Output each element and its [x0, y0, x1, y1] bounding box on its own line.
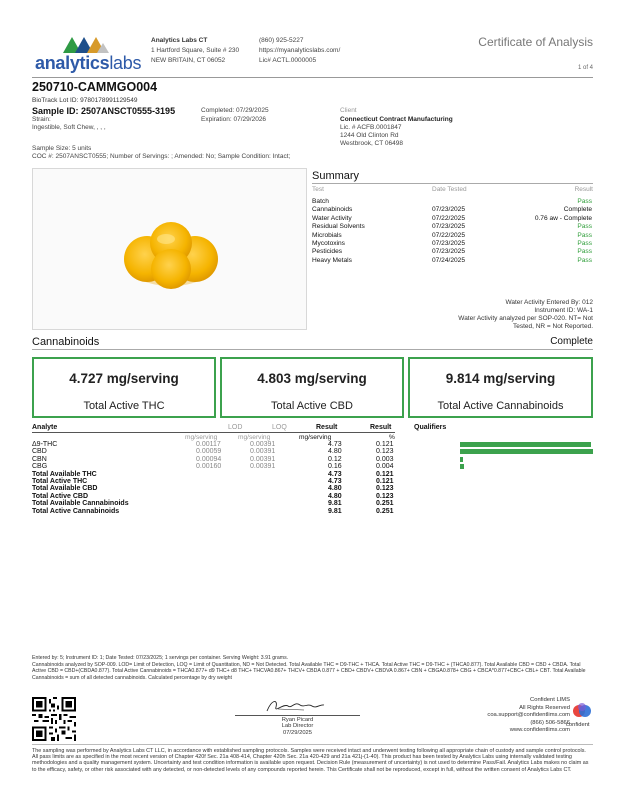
- doc-title: Certificate of Analysis: [478, 35, 593, 49]
- summary-row: [312, 223, 592, 231]
- pct-cell: 0.123: [376, 448, 394, 456]
- analyte-cell: Total Available THC: [32, 470, 97, 478]
- card-label: Total Active CBD: [271, 400, 353, 412]
- table-row: [32, 456, 597, 463]
- col-result: Result: [316, 424, 338, 431]
- client-name: Connecticut Contract Manufacturing: [340, 116, 453, 123]
- signature-line: [235, 715, 360, 716]
- summary-divider: [312, 183, 593, 184]
- result-cell: 4.80: [328, 492, 342, 500]
- summary-col-test: Test: [312, 186, 324, 193]
- lims-phone: (866) 506-5866: [530, 719, 570, 726]
- table-header: [32, 424, 597, 431]
- client-address1: 1244 Old Clinton Rd: [340, 132, 399, 139]
- analyte-cell: CBG: [32, 463, 48, 471]
- col-loq: LOQ: [272, 424, 287, 431]
- lab-license: Lic# ACTL.0000005: [259, 57, 317, 64]
- qualifier-bar: [460, 457, 463, 462]
- summary-result: Pass: [577, 240, 592, 247]
- client-address2: Westbrook, CT 06498: [340, 140, 403, 147]
- summary-col-date: Date Tested: [432, 186, 467, 193]
- brand-name-part1: analytics: [35, 53, 110, 73]
- cannabinoids-title: Cannabinoids: [32, 336, 100, 348]
- lims-email[interactable]: coa.support@confidentlims.com: [487, 712, 570, 719]
- summary-date: 07/23/2025: [432, 206, 466, 214]
- lims-website[interactable]: www.confidentlims.com: [509, 727, 570, 734]
- result-cell: 0.16: [328, 463, 342, 471]
- pct-cell: 0.121: [376, 478, 394, 485]
- summary-date: 07/24/2025: [432, 256, 466, 264]
- summary-title: Summary: [312, 170, 360, 182]
- analyte-cell: Total Available Cannabinoids: [32, 500, 129, 508]
- footer-divider: [32, 744, 593, 745]
- result-cell: 4.80: [328, 485, 342, 493]
- lims-info: [480, 697, 570, 735]
- analyte-cell: CBN: [32, 455, 47, 463]
- footer-notes-1: Entered by: 5; Instrument ID: 1; Date Tested: 07/23/2025; 1 servings per container. Serving Weight: 3.91 grams.: [32, 655, 289, 661]
- lod-cell: 0.00059: [196, 448, 222, 456]
- summary-test: Residual Solvents: [312, 223, 365, 231]
- sample-header-id: 250710-CAMMGO004: [32, 80, 158, 94]
- result-cell: 4.73: [328, 470, 342, 478]
- coc-info: COC #: 2507ANSCT0555; Number of Servings: ; Amended: No; Sample Condition: Intact;: [32, 153, 291, 160]
- gummy-image-icon: [33, 169, 308, 331]
- cannabinoids-divider: [32, 349, 593, 350]
- client-label: Client: [340, 107, 357, 114]
- pct-cell: 0.121: [376, 470, 394, 478]
- brand-name: [35, 53, 141, 74]
- pct-cell: 0.123: [376, 492, 394, 500]
- disclaimer: The sampling was performed by Analytics Labs CT LLC, in accordance with established sampling protocols. Samples were received intact and underwent testing following all appropriate chain of custody and sample control protocols. All pass limits are as specified in the most recent version of Chapter 420f Sec. 21a 408-414, Chapter 420h Sec. 21a 420-429 and 21a 421j-(1-40). This product has been tested by Analytics Labs using internally validated testing methodologies and a quality management system. Uncertainty and test condition information is available upon request. Decision Rule (measurement of uncertainty) is not used to determine Pass/Fail. Analytics Labs makes no claim as to the efficacy, safety, or other risk associated with any detected, or non-detected levels of any compounds reported herein. This Certificate shall not be reproduced, except in full, without the written consent of Analytics Labs CT.: [32, 748, 589, 773]
- signature-icon: [264, 697, 326, 715]
- analyte-cell: CBD: [32, 448, 47, 456]
- analyte-cell: Total Available CBD: [32, 485, 98, 493]
- pct-cell: 0.004: [376, 463, 394, 471]
- completed-date: Completed: 07/29/2025: [201, 107, 269, 114]
- card-value: 9.814 mg/serving: [445, 371, 556, 386]
- biotrack-id: BioTrack Lot ID: 9780178991129549: [32, 97, 138, 104]
- loq-cell: 0.00391: [250, 441, 276, 448]
- summary-result: Pass: [577, 223, 592, 231]
- summary-row: [312, 198, 592, 206]
- lab-name: Analytics Labs CT: [151, 37, 208, 44]
- total-active-cbd-card: [220, 357, 404, 418]
- lod-cell: 0.00094: [196, 455, 222, 463]
- confident-brand: confident: [566, 722, 590, 728]
- lab-address: 1 Hartford Square, Suite # 230: [151, 47, 240, 54]
- table-row: [32, 448, 597, 455]
- total-active-cannabinoids-card: [408, 357, 593, 418]
- result-cell: 4.73: [328, 441, 342, 448]
- product-image: [32, 168, 307, 330]
- lod-cell: 0.00160: [196, 463, 222, 471]
- lod-cell: 0.00117: [196, 441, 221, 448]
- col-analyte: Analyte: [32, 424, 58, 431]
- unit-loq: mg/serving: [238, 434, 271, 441]
- qualifier-bar: [460, 449, 593, 454]
- summary-result: Pass: [577, 198, 592, 205]
- qualifier-bar: [460, 464, 464, 469]
- summary-test: Heavy Metals: [312, 256, 352, 264]
- cannabinoids-status: Complete: [550, 336, 593, 347]
- table-header-divider: [32, 432, 395, 433]
- confident-logo-icon: [571, 702, 593, 722]
- result-cell: 4.73: [328, 478, 342, 485]
- strain: Strain:: [32, 116, 51, 123]
- table-row: [32, 441, 597, 448]
- pct-cell: 0.251: [376, 507, 394, 515]
- water-note-4: Tested, NR = Not Reported.: [512, 323, 593, 330]
- result-cell: 0.12: [328, 455, 342, 463]
- card-value: 4.727 mg/serving: [69, 371, 179, 386]
- summary-header: [312, 186, 593, 196]
- unit-lod: mg/serving: [185, 434, 218, 441]
- summary-result: Pass: [577, 256, 592, 264]
- lab-url[interactable]: https://myanalyticslabs.com/: [259, 47, 341, 54]
- table-row: [32, 463, 597, 470]
- summary-test: Cannabinoids: [312, 206, 353, 214]
- summary-test: Mycotoxins: [312, 240, 345, 247]
- lims-rights: All Rights Reserved: [519, 704, 570, 711]
- summary-row: [312, 257, 592, 265]
- analyte-cell: Total Active Cannabinoids: [32, 507, 120, 515]
- lims-name: Confident LIMS: [530, 697, 570, 703]
- sample-id: Sample ID: 2507ANSCT0555-3195: [32, 106, 176, 116]
- analyte-cell: Total Active THC: [32, 478, 88, 485]
- footer-notes-2: Cannabinoids analyzed by SOP-009. LOD= Limit of Detection, LOQ = Limit of Quantitation, ND = Not Detected. Total Available THC = D9-THC + THCA. Total Active THC = D9-THC + (THCA0.877). Total Available CBD = CBD + CBDA. Total Active CBD = CBD+(CBDA0.877). Total Active Cannabinoids = THCA0.877+ d9 THC+ d8 THC+ THCVA0.867+ THCV+ CBDA 0.877 + CBD+ CBDV+ CBDVA 0.867+ CBN + CBGA0.878+ CBG + CBCA*0.877+CBC+ CBL+ CBT. Total Available Cannabinoids = sum of all detected cannabinoids. Calculated percentage by dry weight: [32, 662, 586, 681]
- summary-date: 07/22/2025: [432, 231, 466, 239]
- summary-date: 07/23/2025: [432, 223, 466, 231]
- client-license: Lic. # ACFB.0001847: [340, 124, 402, 131]
- signer-block: [235, 717, 360, 736]
- summary-row: [312, 215, 592, 223]
- loq-cell: 0.00391: [250, 448, 276, 456]
- summary-date: 07/23/2025: [432, 248, 466, 256]
- summary-result: 0.76 aw - Complete: [534, 214, 592, 222]
- table-row: [32, 493, 597, 500]
- table-row: [32, 478, 597, 485]
- signer-date: 07/29/2025: [282, 729, 312, 736]
- summary-test: Batch: [312, 198, 329, 205]
- table-row: [32, 471, 597, 478]
- col-qualifiers: Qualifiers: [414, 424, 447, 431]
- summary-col-result: Result: [574, 186, 593, 193]
- card-value: 4.803 mg/serving: [257, 371, 367, 386]
- lab-city: NEW BRITAIN, CT 06052: [151, 57, 226, 64]
- summary-row: [312, 248, 592, 256]
- loq-cell: 0.00391: [250, 463, 276, 471]
- header-divider: [32, 77, 593, 78]
- table-row: [32, 508, 597, 515]
- matrix: Ingestible, Soft Chew, , , ,: [32, 124, 106, 131]
- summary-test: Water Activity: [312, 214, 352, 222]
- brand-name-part2: labs: [109, 53, 142, 73]
- water-activity-notes: [458, 299, 593, 331]
- pct-cell: 0.121: [376, 441, 394, 448]
- sample-size: Sample Size: 5 units: [32, 145, 92, 152]
- table-row: [32, 485, 597, 492]
- analyte-cell: Total Active CBD: [32, 492, 89, 500]
- water-note-3: Water Activity analyzed per SOP-020. NT= Not: [458, 315, 593, 322]
- result-cell: 9.81: [328, 500, 342, 508]
- signer-name: Ryan Picard: [281, 717, 314, 723]
- water-note-1: Water Activity Entered By: 012: [505, 299, 593, 306]
- summary-row: [312, 240, 592, 248]
- pct-cell: 0.251: [376, 500, 394, 508]
- summary-result: Pass: [577, 248, 592, 256]
- analyte-cell: Δ9-THC: [32, 441, 58, 448]
- summary-date: 07/23/2025: [432, 240, 466, 247]
- summary-table: [312, 198, 593, 268]
- card-label: Total Active THC: [83, 400, 165, 412]
- summary-test: Pesticides: [312, 248, 343, 256]
- total-active-thc-card: [32, 357, 216, 418]
- loq-cell: 0.00391: [250, 455, 276, 463]
- water-note-2: Instrument ID: WA-1: [534, 307, 593, 314]
- result-cell: 4.80: [328, 448, 342, 456]
- signer-title: Lab Director: [281, 723, 314, 730]
- qr-code-icon[interactable]: [32, 697, 76, 741]
- qualifier-bar: [460, 442, 591, 447]
- pct-cell: 0.003: [376, 455, 394, 463]
- summary-row: [312, 206, 592, 214]
- lab-phone: (860) 925-5227: [259, 37, 304, 44]
- col-result-pct: Result: [370, 424, 392, 431]
- summary-row: [312, 232, 592, 240]
- card-label: Total Active Cannabinoids: [437, 400, 564, 412]
- page-number: 1 of 4: [577, 65, 593, 71]
- result-cell: 9.81: [328, 507, 342, 515]
- summary-test: Microbials: [312, 231, 342, 239]
- summary-result: Pass: [577, 231, 592, 239]
- expiration-date: Expiration: 07/29/2026: [201, 116, 267, 123]
- pct-cell: 0.123: [376, 485, 394, 493]
- table-row: [32, 500, 597, 507]
- analytics-labs-logo-icon: [63, 33, 113, 53]
- unit-pct: %: [389, 434, 395, 441]
- col-lod: LOD: [228, 424, 243, 431]
- summary-result: Complete: [563, 206, 592, 214]
- summary-date: 07/22/2025: [432, 214, 466, 222]
- unit-result: mg/serving: [299, 434, 332, 441]
